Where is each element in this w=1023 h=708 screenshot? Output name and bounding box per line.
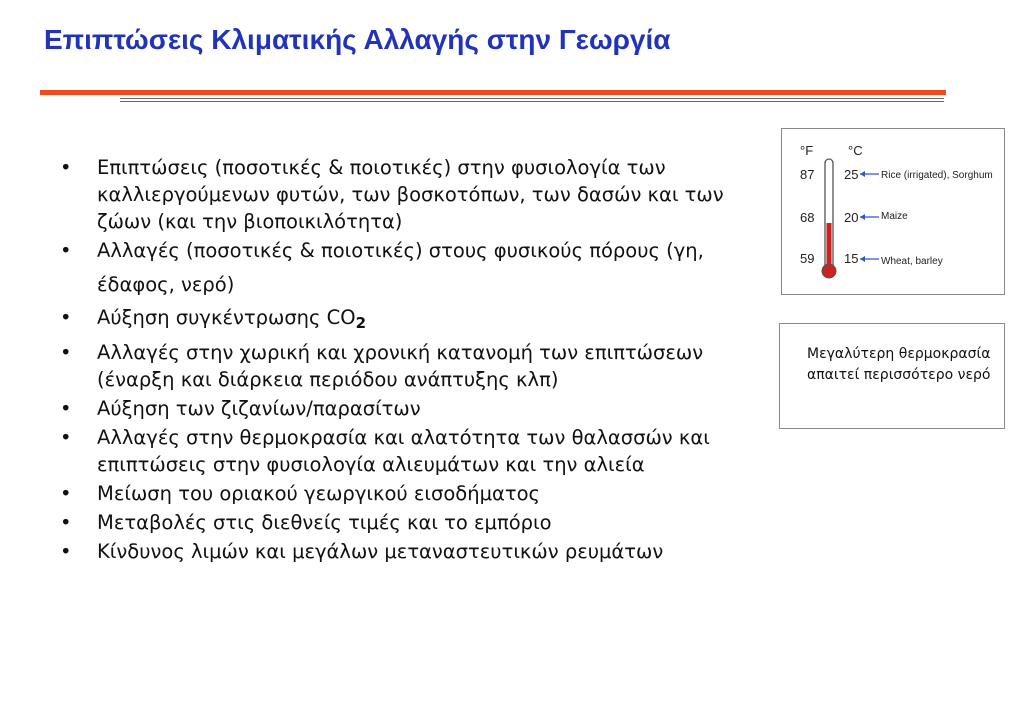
celsius-value: 25 <box>844 167 859 182</box>
bullet-list <box>60 154 760 567</box>
bullet-text: Επιπτώσεις (ποσοτικές & ποιοτικές) στην φυσιολογία των καλλιεργούμενων φυτών, των βοσκοτόπων, των δασών και των ζώων (και την βιοποικιλότητα) <box>97 156 724 233</box>
list-item <box>60 480 760 507</box>
note-box <box>779 323 1005 429</box>
thermometer-bulb <box>822 264 836 278</box>
celsius-value: 20 <box>844 210 859 225</box>
crop-label: Wheat, barley <box>881 256 943 267</box>
list-item <box>60 234 760 302</box>
arrow-left-icon <box>860 171 865 177</box>
divider-line <box>120 98 944 99</box>
list-item <box>60 304 760 337</box>
bullet-text: Μεταβολές στις διεθνείς τιμές και το εμπόριο <box>97 511 552 534</box>
list-item <box>60 424 760 478</box>
note-text: Μεγαλύτερη θερμοκρασία απαιτεί περισσότερο νερό <box>807 346 991 383</box>
crop-label: Maize <box>881 211 908 222</box>
bullet-text: Αλλαγές στην χωρική και χρονική κατανομή των επιπτώσεων (έναρξη και διάρκεια περιόδου ανάπτυξης κλπ) <box>97 341 704 391</box>
celsius-value: 15 <box>844 251 859 266</box>
divider-line <box>120 101 944 102</box>
fahrenheit-value: 68 <box>800 210 815 225</box>
co2-subscript: 2 <box>355 314 367 332</box>
list-item <box>60 154 760 235</box>
bullet-text: Κίνδυνος λιμών και μεγάλων μεταναστευτικών ρευμάτων <box>97 540 664 563</box>
bullet-text: Αύξηση συγκέντρωσης CO <box>97 306 356 329</box>
bullet-text: Αλλαγές στην θερμοκρασία και αλατότητα των θαλασσών και επιπτώσεις στην φυσιολογία αλιευμάτων και την αλιεία <box>97 426 710 476</box>
celsius-unit: °C <box>848 143 863 158</box>
bullet-text: Αλλαγές (ποσοτικές & ποιοτικές) στους φυσικούς πόρους (γη, έδαφος, νερό) <box>97 239 704 296</box>
crop-label: Rice (irrigated), Sorghum <box>881 170 993 181</box>
arrow-left-icon <box>860 256 865 262</box>
arrow-left-icon <box>860 214 865 220</box>
fahrenheit-unit: °F <box>800 143 814 158</box>
list-item <box>60 509 760 536</box>
list-item <box>60 538 760 565</box>
bullet-text: Μείωση του οριακού γεωργικού εισοδήματος <box>97 482 540 505</box>
thermometer-figure <box>781 128 1005 295</box>
bullet-text: Αύξηση των ζιζανίων/παρασίτων <box>97 397 421 420</box>
page-title: Επιπτώσεις Κλιματικής Αλλαγής στην Γεωργία <box>44 24 671 55</box>
title-underline <box>40 90 946 95</box>
fahrenheit-value: 59 <box>800 251 815 266</box>
list-item <box>60 339 760 393</box>
thermometer-svg <box>782 129 1004 294</box>
fahrenheit-value: 87 <box>800 167 815 182</box>
list-item <box>60 395 760 422</box>
